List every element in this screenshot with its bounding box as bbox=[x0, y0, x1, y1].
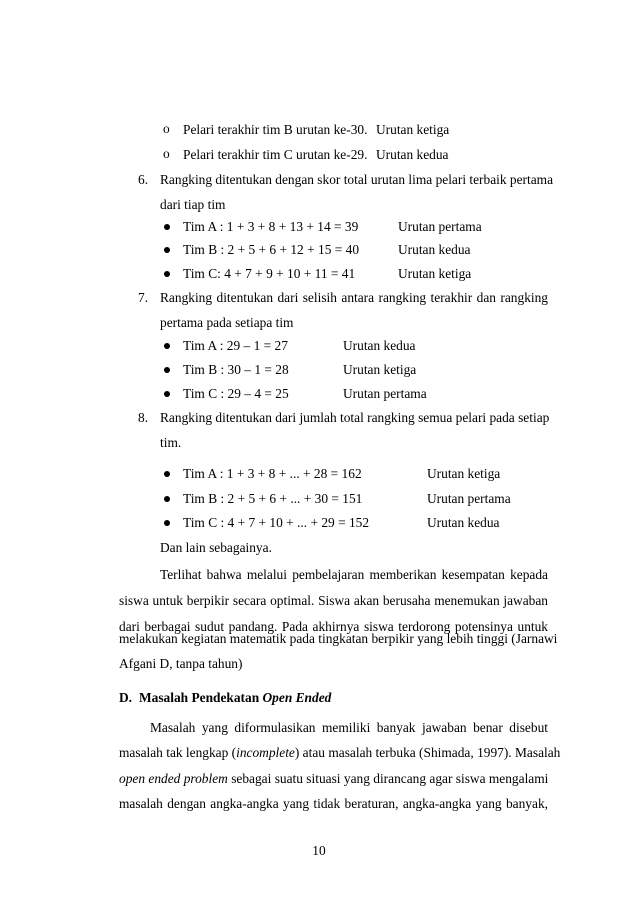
circle-bullet-icon: o bbox=[163, 121, 170, 136]
bullet-text: Tim A : 1 + 3 + 8 + 13 + 14 = 39 bbox=[183, 219, 359, 234]
list-number: 6. bbox=[138, 172, 149, 187]
bullet-text: Tim B : 2 + 5 + 6 + 12 + 15 = 40 bbox=[183, 242, 360, 257]
bullet-rank: Urutan pertama bbox=[343, 386, 427, 401]
bullet-text: Tim A : 1 + 3 + 8 + ... + 28 = 162 bbox=[183, 466, 362, 481]
bullet-icon bbox=[164, 343, 170, 349]
bullet-icon bbox=[164, 247, 170, 253]
bullet-icon bbox=[164, 271, 170, 277]
list-item-text: Pelari terakhir tim B urutan ke-30. bbox=[183, 122, 368, 137]
paragraph-line: masalah tak lengkap (incomplete) atau masalah terbuka (Shimada, 1997). Masalah bbox=[119, 745, 561, 760]
bullet-icon bbox=[164, 367, 170, 373]
bullet-text: Tim C : 4 + 7 + 10 + ... + 29 = 152 bbox=[183, 515, 370, 530]
list-item-text: pertama pada setiapa tim bbox=[160, 315, 294, 330]
bullet-rank: Urutan pertama bbox=[427, 491, 511, 506]
bullet-text: Tim C : 29 – 4 = 25 bbox=[183, 386, 289, 401]
paragraph-line: Terlihat bahwa melalui pembelajaran memberikan kesempatan kepada bbox=[160, 567, 548, 582]
list-item-text: Rangking ditentukan dengan skor total urutan lima pelari terbaik pertama bbox=[160, 172, 554, 187]
closing-text: Dan lain sebagainya. bbox=[160, 540, 272, 555]
bullet-icon bbox=[164, 391, 170, 397]
bullet-text: Tim B : 2 + 5 + 6 + ... + 30 = 151 bbox=[183, 491, 363, 506]
bullet-text: Tim A : 29 – 1 = 27 bbox=[183, 338, 288, 353]
bullet-icon bbox=[164, 471, 170, 477]
page-number: 10 bbox=[312, 843, 326, 858]
list-item-rank: Urutan ketiga bbox=[376, 122, 450, 137]
list-item-text: Rangking ditentukan dari selisih antara rangking terakhir dan rangking bbox=[160, 290, 548, 305]
list-item-text: Pelari terakhir tim C urutan ke-29. bbox=[183, 147, 368, 162]
bullet-rank: Urutan pertama bbox=[398, 219, 482, 234]
paragraph-line: Afgani D, tanpa tahun) bbox=[119, 656, 243, 671]
paragraph-line: masalah dengan angka-angka yang tidak beraturan, angka-angka yang banyak, bbox=[119, 796, 548, 811]
bullet-rank: Urutan ketiga bbox=[427, 466, 501, 481]
bullet-text: Tim B : 30 – 1 = 28 bbox=[183, 362, 289, 377]
section-label: D. bbox=[119, 690, 133, 705]
paragraph-line: melakukan kegiatan matematik pada tingkatan berpikir yang lebih tinggi (Jarnawi bbox=[119, 631, 558, 646]
bullet-icon bbox=[164, 496, 170, 502]
list-item-text: Rangking ditentukan dari jumlah total rangking semua pelari pada setiap bbox=[160, 410, 550, 425]
bullet-icon bbox=[164, 224, 170, 230]
bullet-rank: Urutan kedua bbox=[343, 338, 416, 353]
list-item-rank: Urutan kedua bbox=[376, 147, 449, 162]
paragraph-line: siswa untuk berpikir secara optimal. Siswa akan berusaha menemukan jawaban bbox=[119, 593, 548, 608]
list-number: 8. bbox=[138, 410, 149, 425]
bullet-rank: Urutan ketiga bbox=[343, 362, 417, 377]
paragraph-line: open ended problem sebagai suatu situasi yang dirancang agar siswa mengalami bbox=[119, 771, 549, 786]
bullet-rank: Urutan ketiga bbox=[398, 266, 472, 281]
bullet-icon bbox=[164, 520, 170, 526]
bullet-text: Tim C: 4 + 7 + 9 + 10 + 11 = 41 bbox=[183, 266, 356, 281]
list-item-text: dari tiap tim bbox=[160, 197, 226, 212]
circle-bullet-icon: o bbox=[163, 146, 170, 161]
list-number: 7. bbox=[138, 290, 149, 305]
paragraph-line: Masalah yang diformulasikan memiliki banyak jawaban benar disebut bbox=[150, 720, 548, 735]
section-title: Masalah Pendekatan Open Ended bbox=[139, 690, 332, 705]
bullet-rank: Urutan kedua bbox=[427, 515, 500, 530]
list-item-text: tim. bbox=[160, 435, 182, 450]
paragraph-line: dari berbagai sudut pandang. Pada akhirnya siswa terdorong potensinya untuk bbox=[119, 619, 548, 634]
bullet-rank: Urutan kedua bbox=[398, 242, 471, 257]
